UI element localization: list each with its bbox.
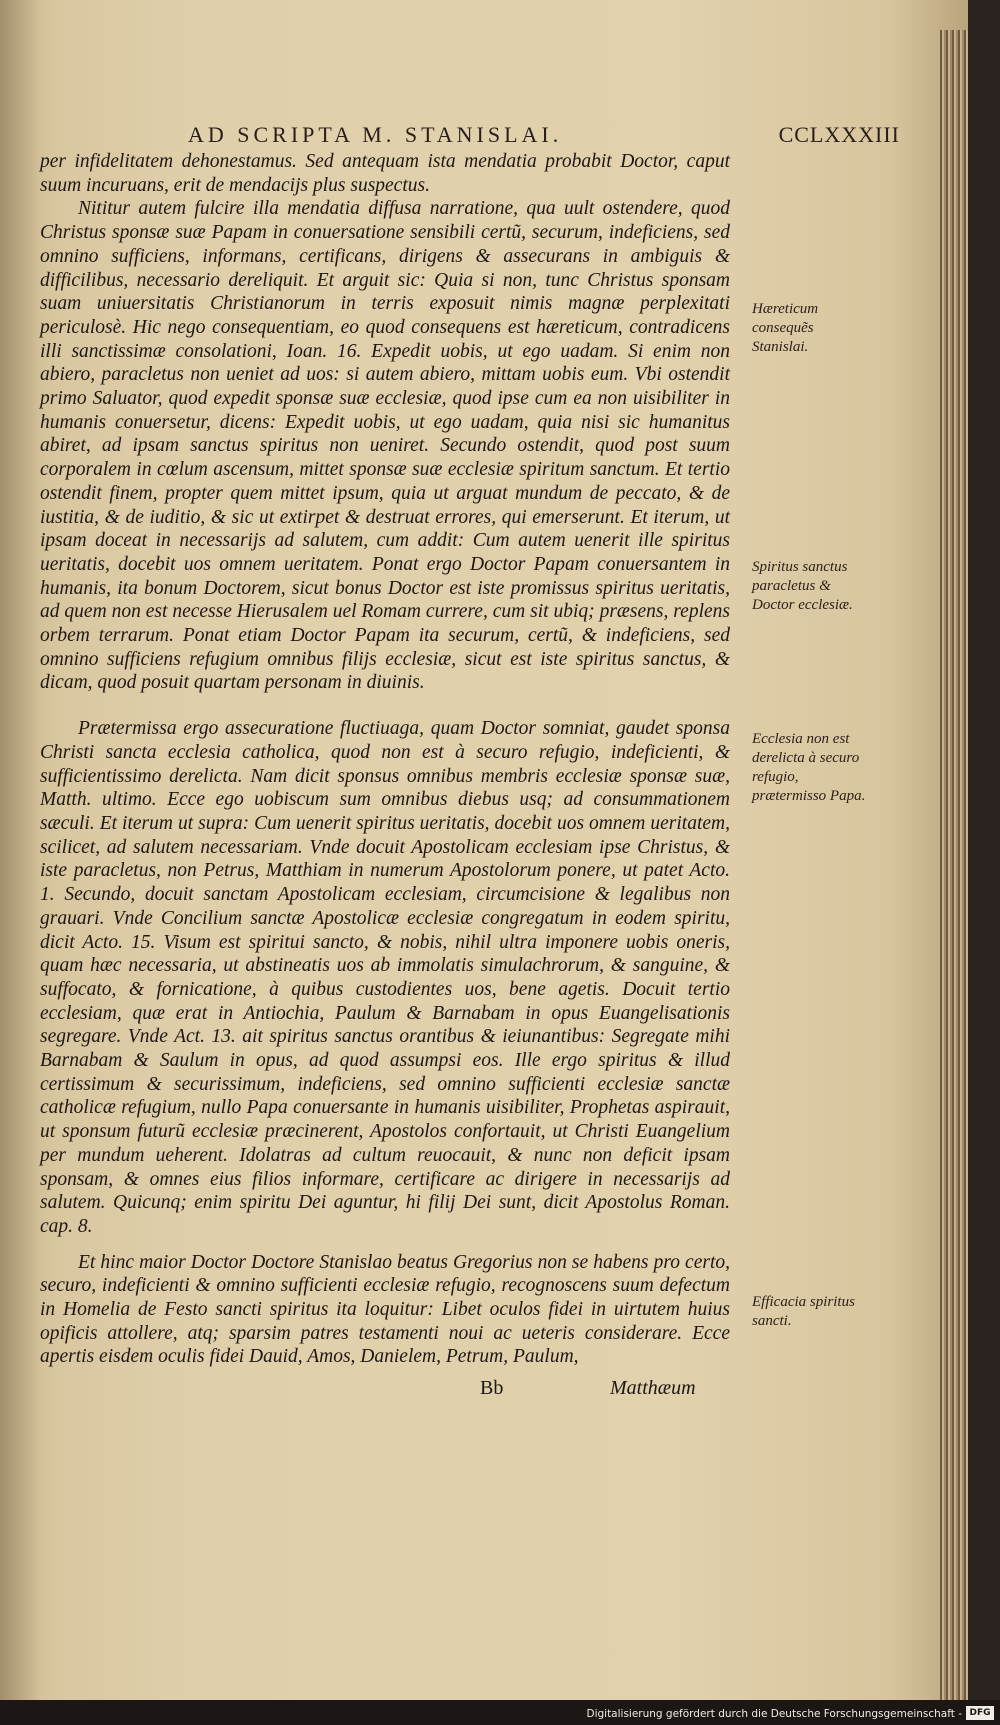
- paragraph-1: per infidelitatem dehonestamus. Sed antequam ista mendatia probabit Doctor, caput suum incuruans, erit de mendacijs plus suspectus.: [40, 151, 730, 196]
- margin-note-1: Hæreticum consequẽs Stanislai.: [752, 301, 819, 355]
- attribution-bar: [0, 1700, 1000, 1725]
- catchword: Matthæum: [610, 1377, 696, 1399]
- paragraph-4: Et hinc maior Doctor Doctore Stanislao beatus Gregorius non se habens pro certo, securo, indeficienti & omnino sufficienti ecclesiæ refugio, recognoscens suum defectum in Homelia de Festo sancti spiritus ita loquitur: Libet oculos fidei in uirtutem huius opificis attollere, atq; sparsim patres testamenti noui ac ueteris considerare. Ecce apertis eisdem oculis fidei Dauid, Amos, Danielem, Petrum, Paulum,: [40, 1251, 730, 1368]
- page-edge-stack: [940, 30, 968, 1700]
- main-text-column: [40, 150, 730, 1369]
- running-title: AD SCRIPTA M. STANISLAI.: [188, 122, 563, 147]
- attribution-text: Digitalisierung gefördert durch die Deutsche Forschungsgemeinschaft -: [586, 1708, 962, 1720]
- signature-mark: Bb: [480, 1377, 504, 1399]
- margin-note-3: Ecclesia non est derelicta à securo refugio, prætermisso Papa.: [752, 731, 866, 804]
- paragraph-2: Nititur autem fulcire illa mendatia diffusa narratione, qua uult ostendere, quod Christus sponsæ suæ Papam in conuersatione sensibili certũ, securum, indeficiens, sed omnino sufficiens, informans, certificans, dirigens & assecurans in ambiguis & difficilibus, necessario dereliquit. Et arguit sic: Quia si non, tunc Christus sponsam suam uniuersitatis Christianorum in terris exposuit nimis magnæ perplexitati periculosè. Hic nego consequentiam, eo quod consequens est hæreticum, contradicens illi sanctissimæ consolationi, Ioan. 16. Expedit uobis, ut ego uadam. Si enim non abiero, paracletus non ueniet ad uos: si autem abiero, mittam uobis eum. Vbi ostendit primo Saluator, quod expedit sponsæ suæ ecclesiæ, quod ipse cum ea non uisibiliter in humanis conuersetur, dicens: Expedit uobis, ut ego uadam, quia nisi sic humanitus abiret, ad ipsam sanctus spiritus non ueniret. Secundo ostendit, quod post suum corporalem in cœlum ascensum, mittet sponsæ suæ ecclesiæ spiritum sanctum. Et tertio ostendit finem, propter quem mittet ipsum, quia ut arguat mundum de peccato, & de iustitia, & de iuditio, & sic ut extirpet & destruat errores, qui emerserunt. Et iterum, ut ipsam doceat in necessarijs ad salutem, cum addit: Cum autem uenerit ille spiritus ueritatis, docebit uos omnem ueritatem. Ponat ergo Doctor Papam conuersantem in humanis, ita bonum Doctorem, sicut bonus Doctor est iste promissus spiritus ueritatis, ad quem non est necesse Hierusalem uel Romam currere, cum sit ubiq; præsens, replens orbem terrarum. Ponat etiam Doctor Papam ita securum, certũ, & indeficiens, sed omnino sufficiens refugium omnibus filijs ecclesiæ, sicut est iste spiritus sanctus, & dicam, quod posuit quartam personam in diuinis.: [40, 198, 730, 694]
- margin-note-4: Efficacia spiritus sancti.: [752, 1294, 855, 1329]
- dfg-logo-icon: DFG: [966, 1706, 994, 1720]
- paragraph-3: Prætermissa ergo assecuratione fluctiuaga, quam Doctor somniat, gaudet sponsa Christi sancta ecclesia catholica, quod non est à securo refugio, indeficienti, & sufficientissimo derelicta. Nam dicit sponsus omnibus membris ecclesiæ sponsæ suæ, Matth. ultimo. Ecce ego uobiscum sum omnibus diebus usq; ad consummationem sæculi. Et iterum ut supra: Cum uenerit spiritus ueritatis, docebit uos omnem ueritatem, scilicet, ad salutem necessariam. Vnde docuit Apostolicam ecclesiam ipse Christus, & iste paracletus, non Petrus, Matthiam in numerum Apostolorum ponere, ut patet Acto. 1. Secundo, docuit sanctam Apostolicam ecclesiam, circumcisione & legalibus non grauari. Vnde Concilium sanctæ Apostolicæ ecclesiæ congregatum in eodem spiritu, dicit Acto. 15. Visum est spiritui sancto, & nobis, nihil ultra imponere uobis oneris, quam hæc necessaria, ut abstineatis uos ab immolatis simulachrorum, & sanguine, & suffocato, & fornicatione, à quibus custodientes uos, bene agetis. Docuit tertio ecclesiam, quæ erat in Antiochia, Paulum & Barnabam in opus Euangelisationis segregare. Vnde Act. 13. ait spiritus sanctus orantibus & ieiunantibus: Segregate mihi Barnabam & Saulum in opus, ad quod assumpsi eos. Ille ergo spiritus & illud certissimum & securissimum, indeficiens, sed omnino sufficienti ecclesiæ sanctæ catholicæ refugium, nullo Papa conuersante in humanis uisibiliter, Prophetas aspirauit, ut sponsum futurũ ecclesiæ præcinerent, Apostolos confortauit, ut Christi Euangelium per mundum ueherent. Idolatras ad cultum reuocauit, & nunc non deficit ipsam sponsam, & omnes eius filios informare, certificare ac dirigere in necessarijs ad salutem. Quicunq; enim spiritu Dei aguntur, hi filij Dei sunt, dicit Apostolus Roman. cap. 8.: [40, 718, 730, 1237]
- folio-number: CCLXXXIII: [778, 122, 900, 147]
- margin-note-2: Spiritus sanctus paracletus & Doctor ecclesiæ.: [752, 559, 853, 613]
- page-gutter-shadow: [0, 0, 40, 1700]
